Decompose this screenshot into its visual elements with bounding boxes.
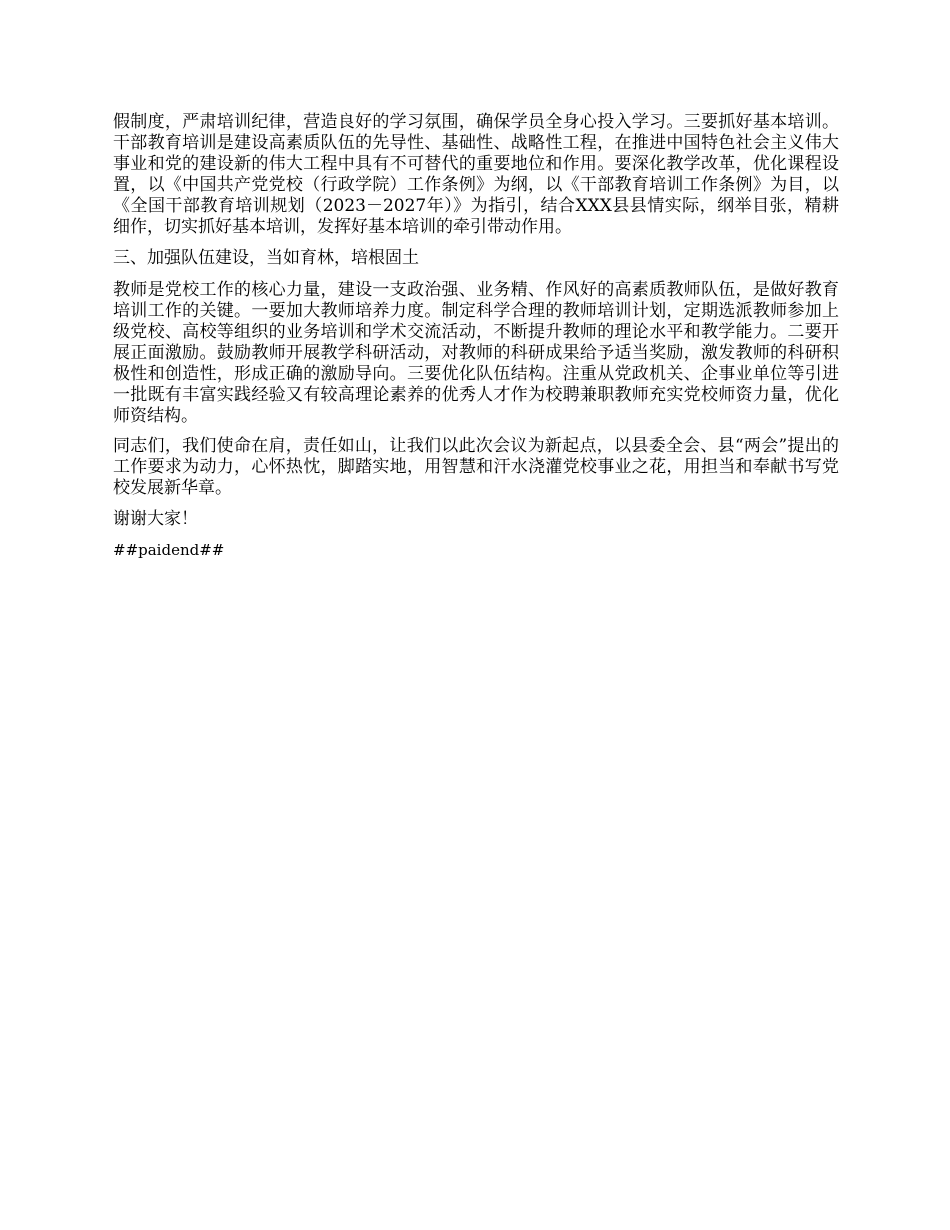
end-marker: ##paidend## xyxy=(113,541,225,559)
paragraph-teachers: 教师是党校工作的核心力量，建设一支政治强、业务精、作风好的高素质教师队伍，是做好教育培训工作的关键。一要加大教师培养力度。制定科学合理的教师培训计划，定期选派教师参加上级党校、高校等组织的业务培训和学术交流活动，不断提升教师的理论水平和教学能力。二要开展正面激励。鼓励教师开展教学科研活动，对教师的科研成果给予适当奖励，激发教师的科研积极性和创造性，形成正确的激励导向。三要优化队伍结构。注重从党政机关、企事业单位等引进一批既有丰富实践经验又有较高理论素养的优秀人才作为校聘兼职教师充实党校师资力量，优化师资结构。 xyxy=(113,280,839,426)
closing-thanks: 谢谢大家！ xyxy=(113,509,198,529)
section-heading-3: 三、加强队伍建设，当如育林，培根固土 xyxy=(113,248,419,268)
paragraph-closing-remarks: 同志们，我们使命在肩，责任如山，让我们以此次会议为新起点，以县委全会、县“两会”提出的工作要求为动力，心怀热忱，脚踏实地，用智慧和汗水浇灌党校事业之花，用担当和奉献书写党校发展新华章。 xyxy=(113,436,839,498)
document-body xyxy=(113,112,839,560)
paragraph-training: 假制度，严肃培训纪律，营造良好的学习氛围，确保学员全身心投入学习。三要抓好基本培训。干部教育培训是建设高素质队伍的先导性、基础性、战略性工程，在推进中国特色社会主义伟大事业和党的建设新的伟大工程中具有不可替代的重要地位和作用。要深化教学改革，优化课程设置，以《中国共产党党校（行政学院）工作条例》为纲，以《干部教育培训工作条例》为目，以《全国干部教育培训规划（2023－2027年）》为指引，结合XXX县县情实际，纲举目张，精耕细作，切实抓好基本培训，发挥好基本培训的牵引带动作用。 xyxy=(113,112,839,237)
